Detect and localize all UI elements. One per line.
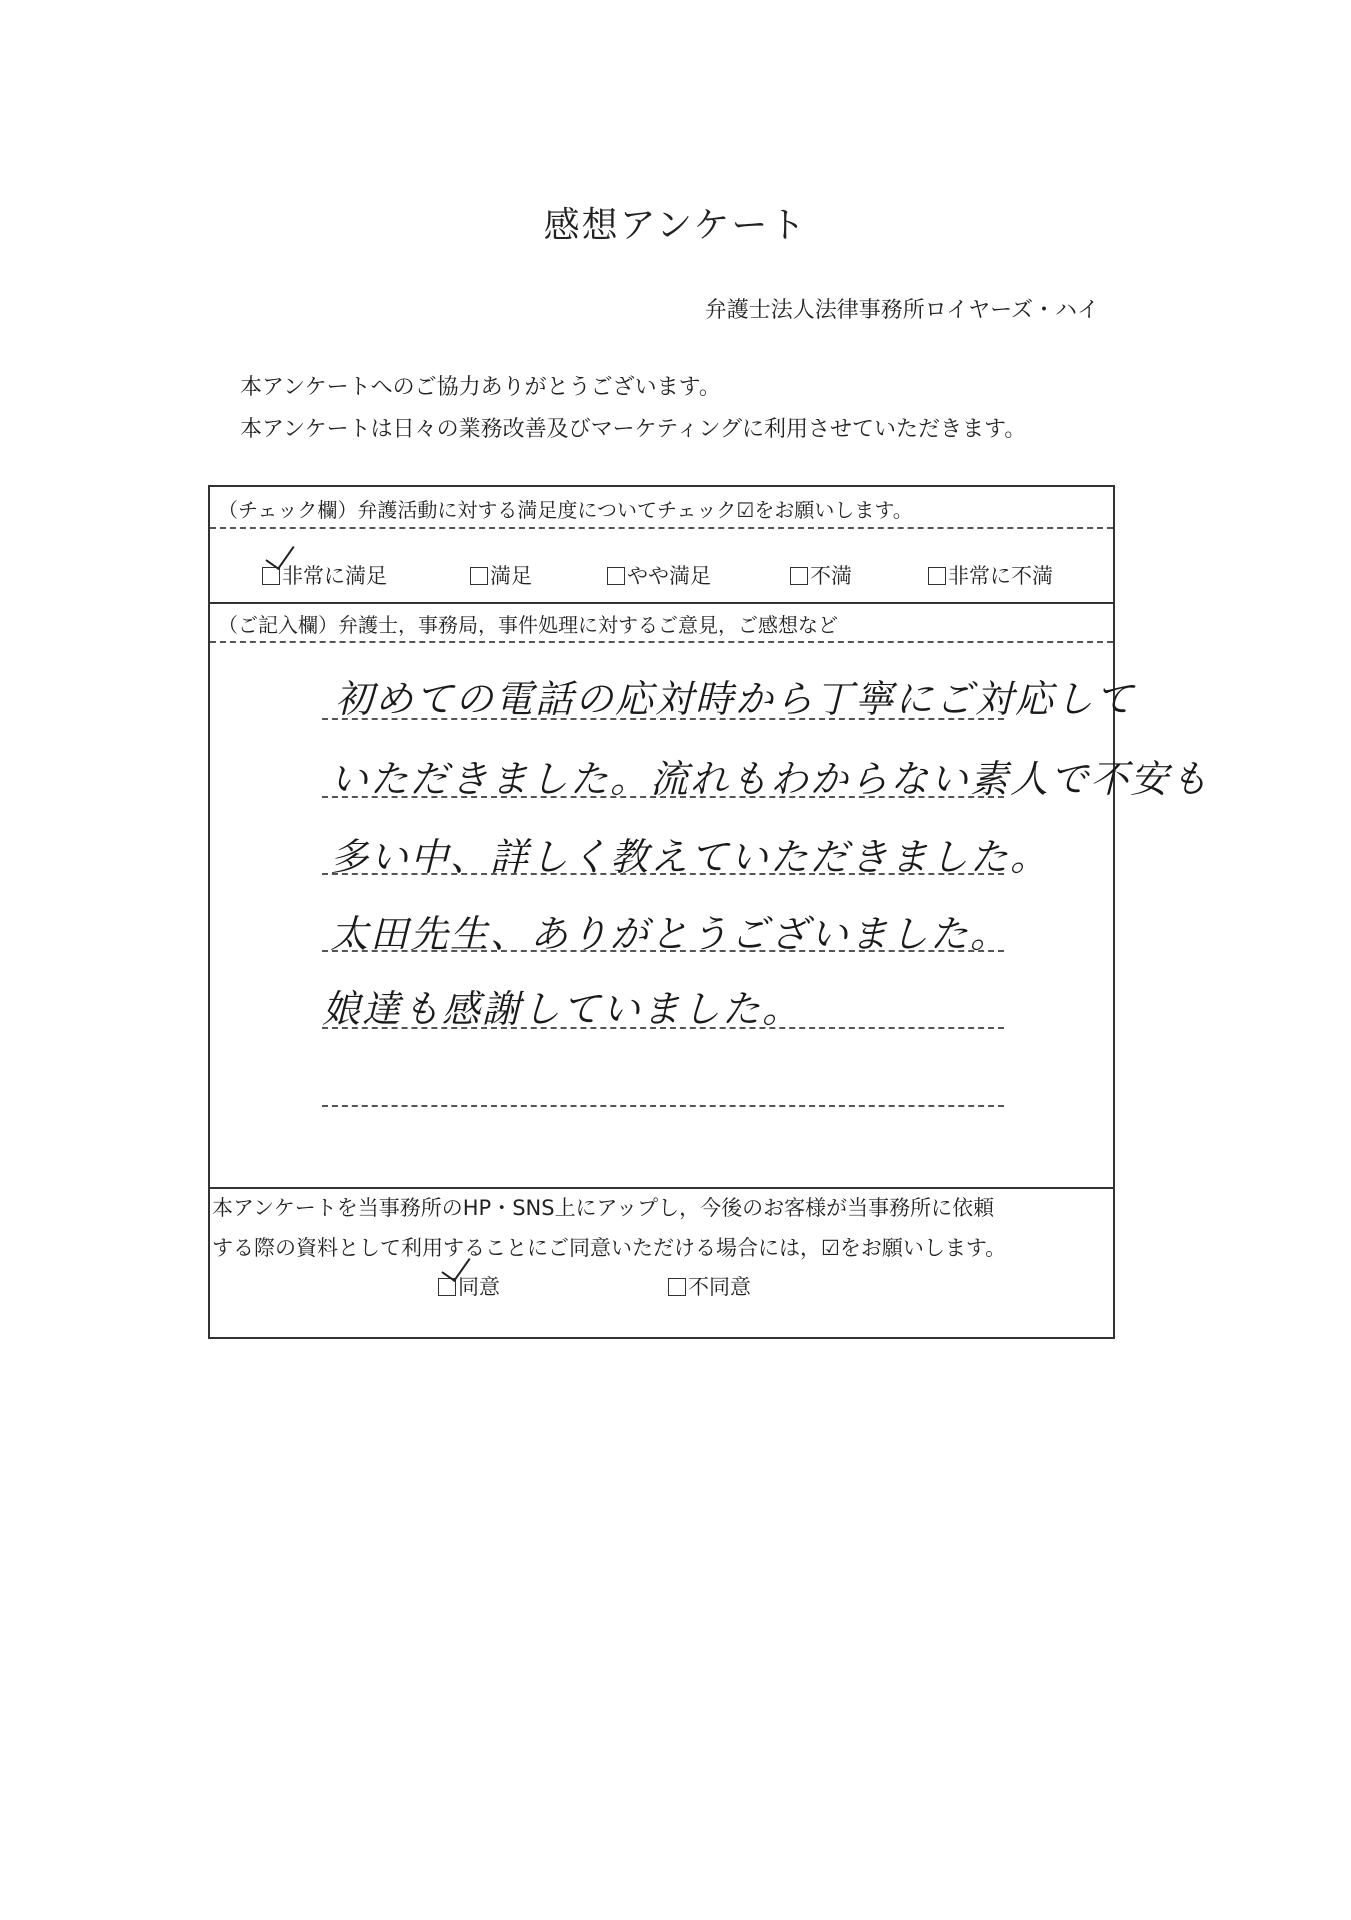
writing-line <box>322 1027 1004 1029</box>
comment-section-header: （ご記入欄）弁護士，事務局，事件処理に対するご意見，ご感想など <box>218 613 838 637</box>
option-label: 非常に不満 <box>948 564 1053 588</box>
writing-line <box>322 718 1004 720</box>
writing-line <box>322 1105 1004 1107</box>
divider <box>210 602 1113 604</box>
option-label: 非常に満足 <box>282 564 387 588</box>
option-label: 不同意 <box>688 1275 751 1299</box>
divider <box>210 641 1113 643</box>
divider <box>210 1187 1113 1189</box>
handwritten-line: 娘達も感謝していました。 <box>322 987 803 1031</box>
handwritten-line: 初めての電話の応対時から丁寧にご対応して <box>335 677 1136 721</box>
option-label: 不満 <box>810 564 852 588</box>
writing-line <box>322 796 1004 798</box>
divider <box>210 527 1113 529</box>
writing-line <box>322 873 1004 875</box>
writing-line <box>322 950 1004 952</box>
intro-line-2: 本アンケートは日々の業務改善及びマーケティングに利用させていただきます。 <box>240 417 1027 442</box>
check-section-header: （チェック欄）弁護活動に対する満足度についてチェック☑をお願いします。 <box>218 498 913 522</box>
checkbox-icon[interactable] <box>790 567 808 585</box>
checkbox-icon[interactable] <box>470 567 488 585</box>
option-disagree[interactable] <box>668 1271 751 1301</box>
option-very-dissatisfied[interactable] <box>928 560 1053 590</box>
option-label: 同意 <box>458 1275 500 1299</box>
firm-name: 弁護士法人法律事務所ロイヤーズ・ハイ <box>704 298 1099 323</box>
handwritten-line: いただきました。流れもわからない素人で不安も <box>330 757 1211 801</box>
option-label: 満足 <box>490 564 532 588</box>
option-label: やや満足 <box>627 564 711 588</box>
consent-text-1: 本アンケートを当事務所のHP・SNS上にアップし，今後のお客様が当事務所に依頼 <box>212 1196 995 1220</box>
checkbox-icon[interactable] <box>607 567 625 585</box>
checkbox-icon[interactable] <box>928 567 946 585</box>
handwritten-line: 太田先生、ありがとうございました。 <box>330 912 1011 956</box>
handwritten-line: 多い中、詳しく教えていただきました。 <box>330 835 1051 879</box>
checkbox-icon[interactable] <box>668 1278 686 1296</box>
page-title: 感想アンケート <box>543 205 808 246</box>
option-somewhat-satisfied[interactable] <box>607 560 711 590</box>
consent-text-2: する際の資料として利用することにご同意いただける場合には，☑をお願いします。 <box>212 1236 1007 1260</box>
option-dissatisfied[interactable] <box>790 560 852 590</box>
intro-line-1: 本アンケートへのご協力ありがとうございます。 <box>240 375 721 400</box>
option-satisfied[interactable] <box>470 560 532 590</box>
